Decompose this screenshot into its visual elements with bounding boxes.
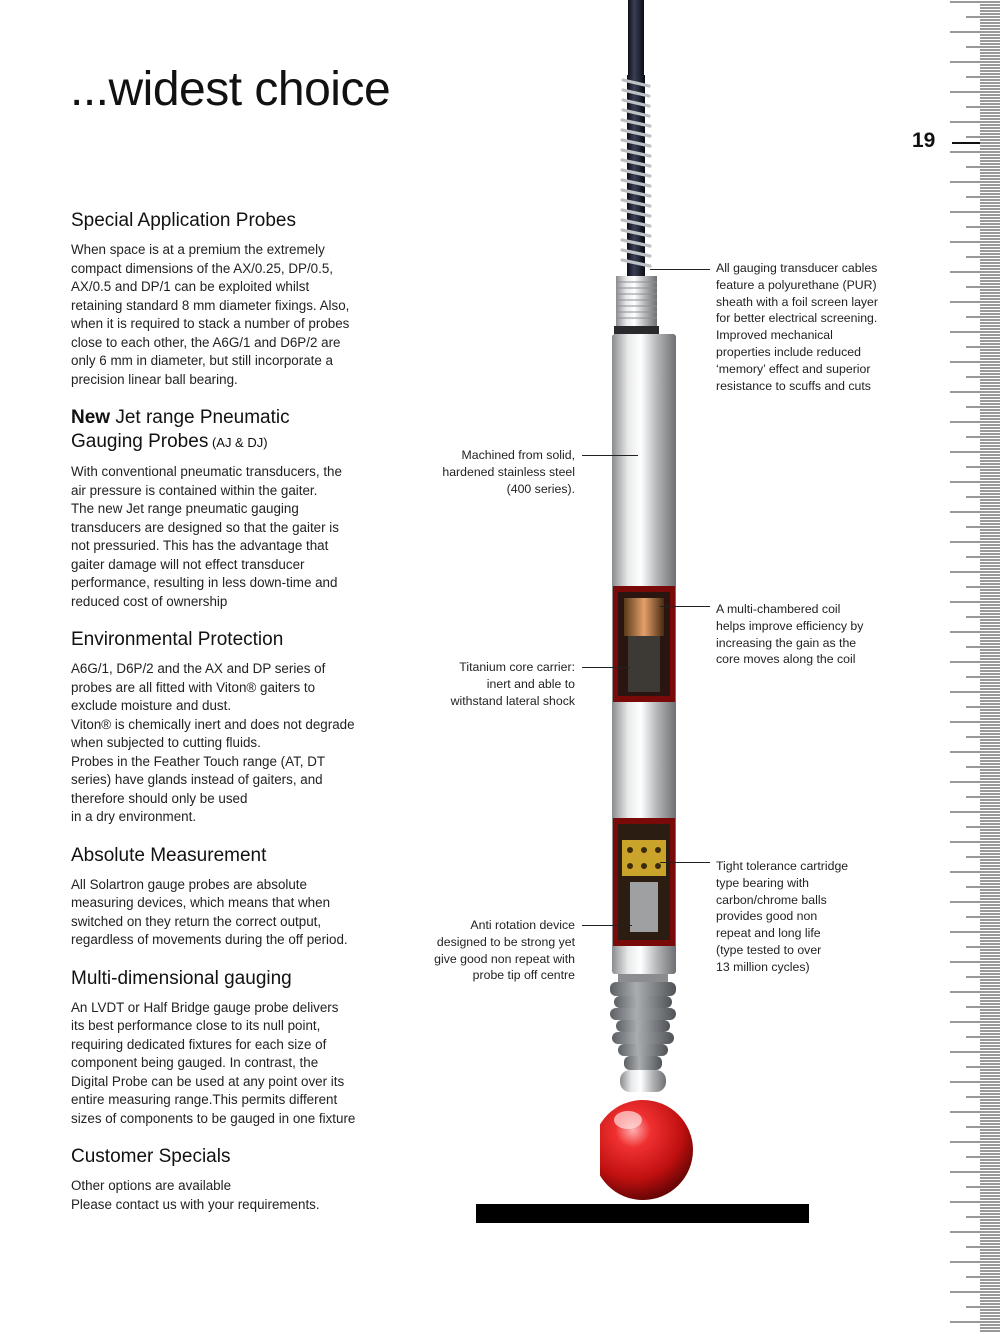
leader-coil [660, 606, 710, 607]
section-customer-specials [71, 1145, 381, 1214]
anti-rotation-device [630, 882, 658, 932]
callout-bearing: Tight tolerance cartridge type bearing with carbon/chrome balls provides good non repeat and long life (type tested to over 13 million cycles) [716, 859, 849, 974]
text-column [71, 209, 381, 1231]
bearing-cartridge [622, 840, 666, 876]
gauge-probe-illustration [600, 0, 710, 1210]
ball-highlight [614, 1111, 642, 1129]
collar [614, 326, 659, 334]
probe-nose [618, 974, 668, 982]
page-number: 19 [912, 129, 936, 152]
callout-coil: A multi-chambered coil helps improve efficiency by increasing the gain as the core moves along the coil [716, 602, 864, 667]
core-carrier [628, 636, 660, 692]
section-body: A6G/1, D6P/2 and the AX and DP series of probes are all fitted with Viton® gaiters to exclude moisture and dust. Viton® is chemically inert and does not degrade when subjected to cutting fluids. Probes in the Feather Touch range (AT, DT series) have glands instead of gaiters, and therefore should only be used in a dry environment. [71, 661, 355, 824]
gaiter [610, 982, 676, 1070]
callout-anti-rotation: Anti rotation device designed to be strong yet give good non repeat with probe tip off centre [434, 918, 575, 983]
section-body: With conventional pneumatic transducers, the air pressure is contained within the gaiter. The new Jet range pneumatic gauging transducers are designed so that the gaiter is not pressuried. This has the advantage that gaiter damage will not effect transducer performance, resulting in less down-time and reduced cost of ownership [71, 464, 342, 609]
ruby-ball [600, 1100, 693, 1200]
section-environmental [71, 628, 381, 827]
section-heading: Customer Specials [71, 1146, 231, 1167]
callout-titanium: Titanium core carrier: inert and able to withstand lateral shock [450, 660, 575, 708]
leader-titanium [582, 667, 630, 668]
ruler-scale [950, 0, 1000, 1333]
section-body: An LVDT or Half Bridge gauge probe delivers its best performance close to its null point, requiring dedicated fixtures for each size of component being gauged. In contrast, the Digital Probe can be used at any point over its entire measuring range.This permits different sizes of components to be gauged in one fixture [71, 999, 356, 1126]
heading-text: Jet range Pneumatic [110, 407, 290, 428]
cable [628, 0, 644, 80]
section-heading: Environmental Protection [71, 629, 284, 650]
leader-machined [582, 455, 638, 456]
base-surface-bar [476, 1204, 809, 1223]
section-body: All Solartron gauge probes are absolute measuring devices, which means that when switched on they return the correct output, regardless of movements during the off period. [71, 876, 348, 947]
leader-anti-rotation [582, 925, 632, 926]
leader-bearing [660, 862, 710, 863]
page-title: ...widest choice [70, 63, 391, 116]
callout-machined: Machined from solid, hardened stainless steel (400 series). [442, 448, 575, 496]
leader-cable [650, 269, 710, 270]
section-jet-range [71, 406, 381, 611]
section-heading: Multi-dimensional gauging [71, 967, 292, 989]
section-absolute [71, 844, 381, 950]
section-heading: Absolute Measurement [71, 844, 267, 866]
section-heading [71, 406, 381, 455]
callout-cable: All gauging transducer cables feature a polyurethane (PUR) sheath with a foil screen layer for better electrical screening. Improved mechanical properties include reduced ‘memory’ effect and superior resistance to scuffs and cuts [716, 261, 878, 393]
coil-windings [624, 598, 664, 636]
probe-tip-knurl [620, 1070, 666, 1092]
section-multi-dimensional [71, 967, 381, 1129]
section-special-application [71, 209, 381, 389]
heading-models: (AJ & DJ) [208, 435, 268, 450]
heading-text-line2: Gauging Probes [71, 431, 209, 452]
new-label: New [71, 407, 111, 428]
section-heading: Special Application Probes [71, 210, 296, 231]
section-body: Other options are available Please contact us with your requirements. [71, 1178, 320, 1212]
section-body: When space is at a premium the extremely compact dimensions of the AX/0.25, DP/0.5, AX/0.5 and DP/1 can be exploited whilst retaining standard 8 mm diameter fixings. Also, when it is required to stack a number of probes close to each other, the A6G/1 and D6P/2 are only 6 mm in diameter, but still incorporate a precision linear ball bearing. [71, 242, 350, 387]
